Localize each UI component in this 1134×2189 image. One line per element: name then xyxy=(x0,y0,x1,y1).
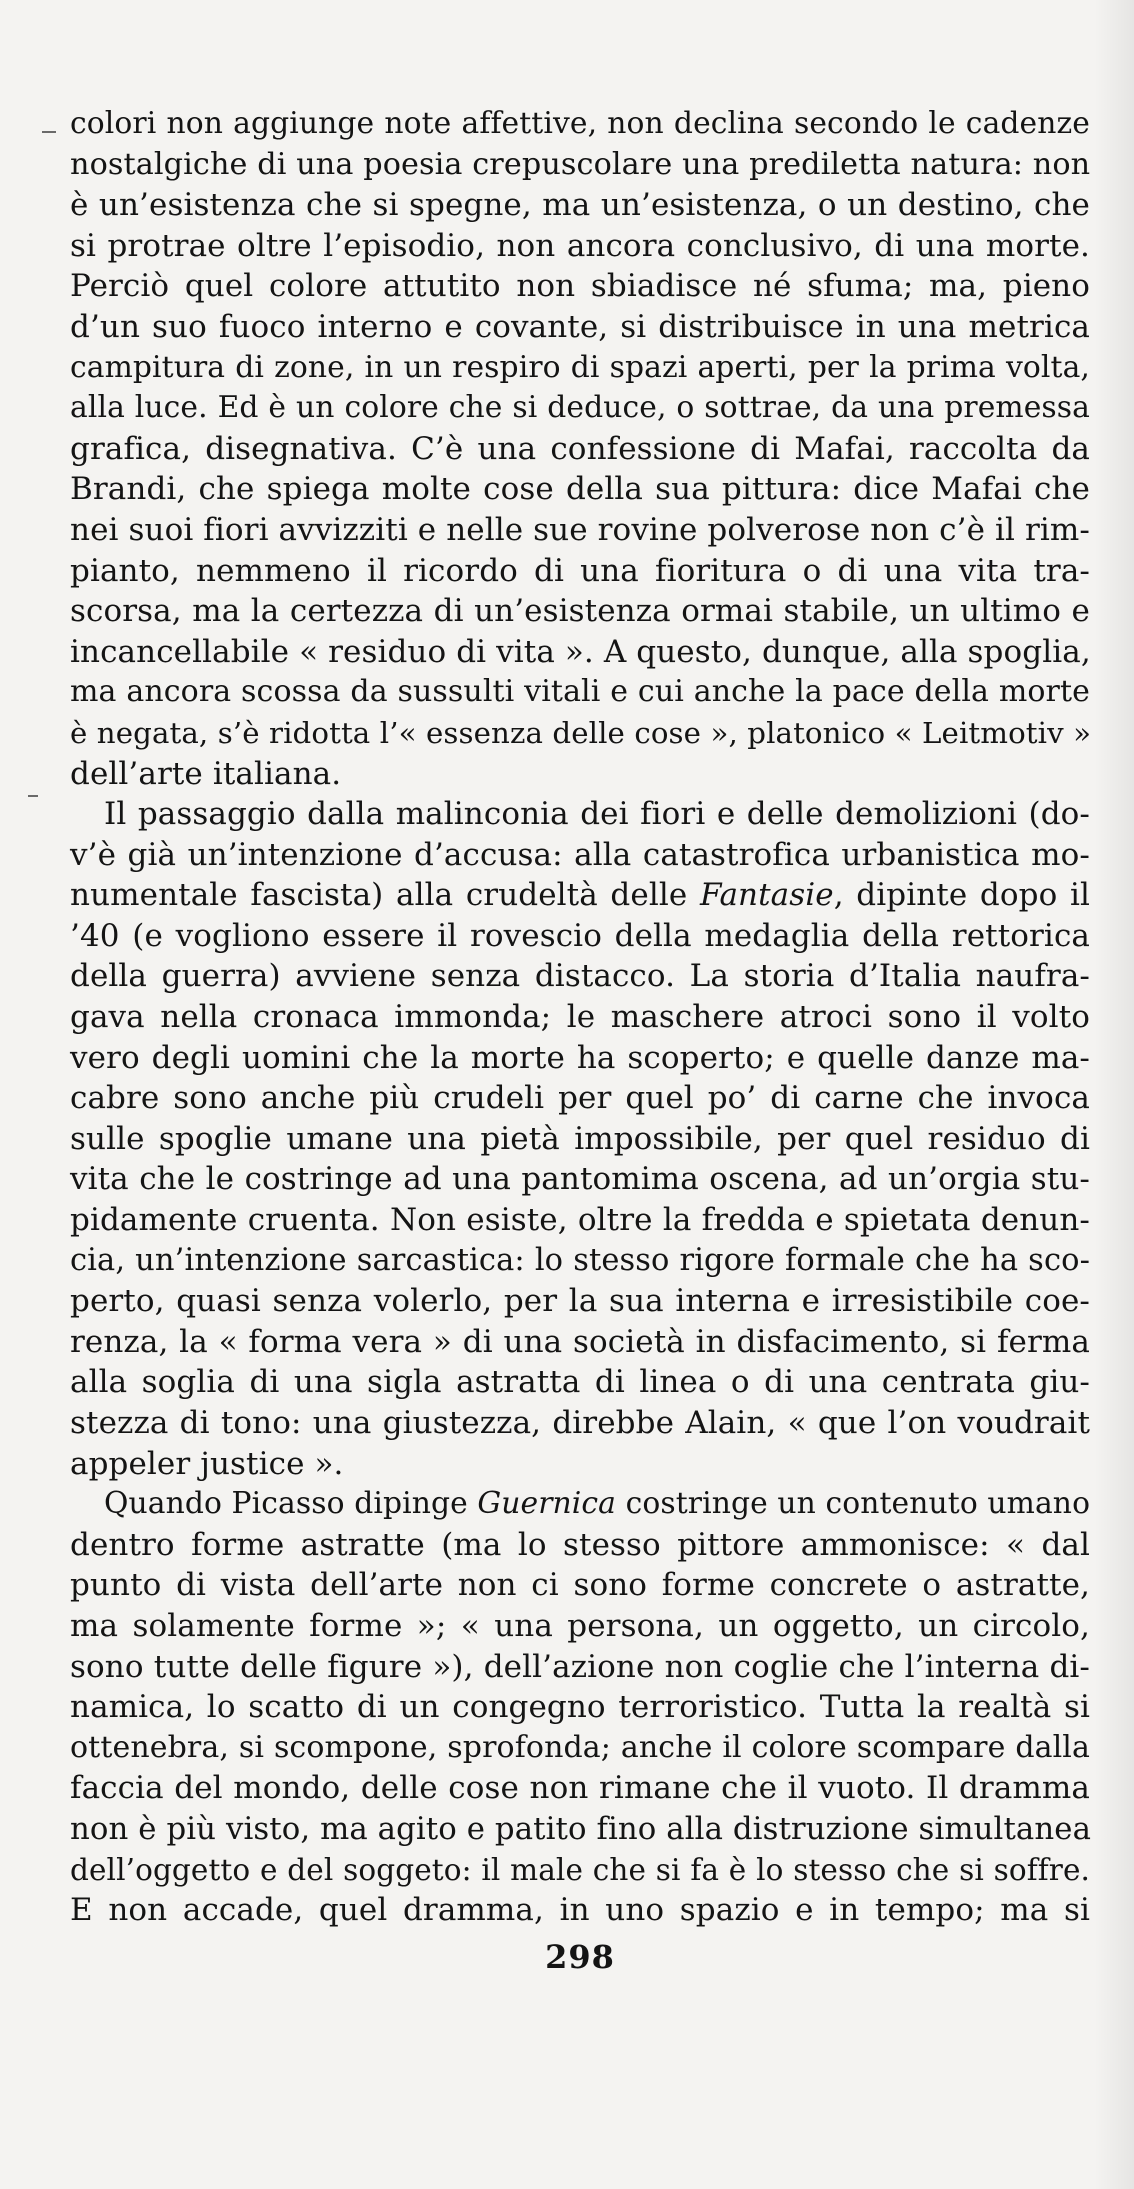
text-segment: costringe un contenuto umano xyxy=(616,1486,1091,1522)
text-line: dell’oggetto e del soggeto: il male che si fa è lo stesso che si soffre. xyxy=(70,1852,1090,1887)
artwork-title-guernica: Guernica xyxy=(477,1486,617,1522)
text-line: si protrae oltre l’episodio, non ancora conclusivo, di una morte. xyxy=(70,227,1090,264)
text-line xyxy=(70,875,1090,916)
body-text xyxy=(70,104,1090,1931)
text-line: ma ancora scossa da sussulti vitali e cui anche la pace della morte xyxy=(70,674,1090,710)
text-line: vita che le costringe ad una pantomima oscena, ad un’orgia stu- xyxy=(70,1161,1090,1198)
text-line: pidamente cruenta. Non esiste, oltre la fredda e spietata denun- xyxy=(70,1202,1090,1239)
text-line: vero degli uomini che la morte ha scoperto; e quelle danze ma- xyxy=(70,1039,1090,1076)
margin-mark xyxy=(42,131,56,133)
text-line: alla soglia di una sigla astratta di linea o di una centrata giu- xyxy=(70,1364,1090,1401)
artwork-title-fantasie: Fantasie xyxy=(699,877,834,914)
page-number: 298 xyxy=(545,1938,615,1976)
text-line: faccia del mondo, delle cose non rimane che il vuoto. Il dramma xyxy=(70,1770,1090,1807)
text-segment: Quando Picasso dipinge xyxy=(104,1486,478,1522)
paragraph-end-line: dell’arte italiana. xyxy=(70,755,342,792)
text-segment: numentale fascista) alla crudeltà delle xyxy=(70,877,700,914)
text-line: pianto, nemmeno il ricordo di una fioritura o di una vita tra- xyxy=(70,552,1090,589)
text-line: non è più visto, ma agito e patito fino alla distruzione simultanea xyxy=(70,1810,1091,1847)
text-line: incancellabile « residuo di vita ». A questo, dunque, alla spoglia, xyxy=(70,633,1091,670)
paragraph-end-line: appeler justice ». xyxy=(70,1445,344,1482)
paragraph-start-line xyxy=(70,1484,1090,1525)
text-line: perto, quasi senza volerlo, per la sua interna e irresistibile coe- xyxy=(70,1283,1090,1320)
text-line: è negata, s’è ridotta l’« essenza delle cose », platonico « Leitmotiv » xyxy=(70,715,1092,750)
text-line: dentro forme astratte (ma lo stesso pittore ammonisce: « dal xyxy=(70,1526,1090,1563)
text-line: ma solamente forme »; « una persona, un oggetto, un circolo, xyxy=(70,1607,1090,1644)
text-line: d’un suo fuoco interno e covante, si distribuisce in una metrica xyxy=(70,308,1090,345)
text-line: punto di vista dell’arte non ci sono forme concrete o astratte, xyxy=(70,1567,1090,1604)
text-line: colori non aggiunge note affettive, non declina secondo le cadenze xyxy=(70,106,1090,141)
text-segment: , dipinte dopo il xyxy=(833,877,1090,914)
text-line: campitura di zone, in un respiro di spazi aperti, per la prima volta, xyxy=(70,349,1090,385)
text-line: grafica, disegnativa. C’è una confessione di Mafai, raccolta da xyxy=(70,430,1090,467)
paragraph-start-line: Il passaggio dalla malinconia dei fiori e delle demolizioni (do- xyxy=(104,796,1090,833)
text-line: renza, la « forma vera » di una società in disfacimento, si ferma xyxy=(70,1323,1090,1360)
text-line: gava nella cronaca immonda; le maschere atroci sono il volto xyxy=(70,999,1090,1036)
text-line: è un’esistenza che si spegne, ma un’esistenza, o un destino, che xyxy=(70,187,1090,224)
text-line: sulle spoglie umane una pietà impossibile, per quel residuo di xyxy=(70,1120,1090,1157)
text-line: cabre sono anche più crudeli per quel po’ di carne che invoca xyxy=(70,1080,1090,1117)
text-line: Perciò quel colore attutito non sbiadisce né sfuma; ma, pieno xyxy=(70,268,1090,305)
text-line: ’40 (e vogliono essere il rovescio della medaglia della rettorica xyxy=(70,917,1090,954)
text-line: sono tutte delle figure »), dell’azione non coglie che l’interna di- xyxy=(70,1648,1090,1685)
text-line: namica, lo scatto di un congegno terroristico. Tutta la realtà si xyxy=(70,1689,1090,1726)
text-line: nei suoi fiori avvizziti e nelle sue rovine polverose non c’è il rim- xyxy=(70,511,1090,548)
text-line: ottenebra, si scompone, sprofonda; anche il colore scompare dalla xyxy=(70,1729,1090,1765)
text-line: Brandi, che spiega molte cose della sua pittura: dice Mafai che xyxy=(70,471,1090,508)
text-line: v’è già un’intenzione d’accusa: alla catastrofica urbanistica mo- xyxy=(70,836,1090,873)
text-line: alla luce. Ed è un colore che si deduce, o sottrae, da una premessa xyxy=(70,390,1090,426)
text-line: E non accade, quel dramma, in uno spazio e in tempo; ma si xyxy=(70,1892,1090,1929)
margin-mark xyxy=(28,795,38,797)
text-line: cia, un’intenzione sarcastica: lo stesso rigore formale che ha sco- xyxy=(70,1242,1090,1278)
text-line: della guerra) avviene senza distacco. La storia d’Italia naufra- xyxy=(70,958,1090,995)
text-line: scorsa, ma la certezza di un’esistenza ormai stabile, un ultimo e xyxy=(70,593,1090,630)
text-line: nostalgiche di una poesia crepuscolare una prediletta natura: non xyxy=(70,146,1091,182)
text-line: stezza di tono: una giustezza, direbbe Alain, « que l’on voudrait xyxy=(70,1405,1090,1441)
